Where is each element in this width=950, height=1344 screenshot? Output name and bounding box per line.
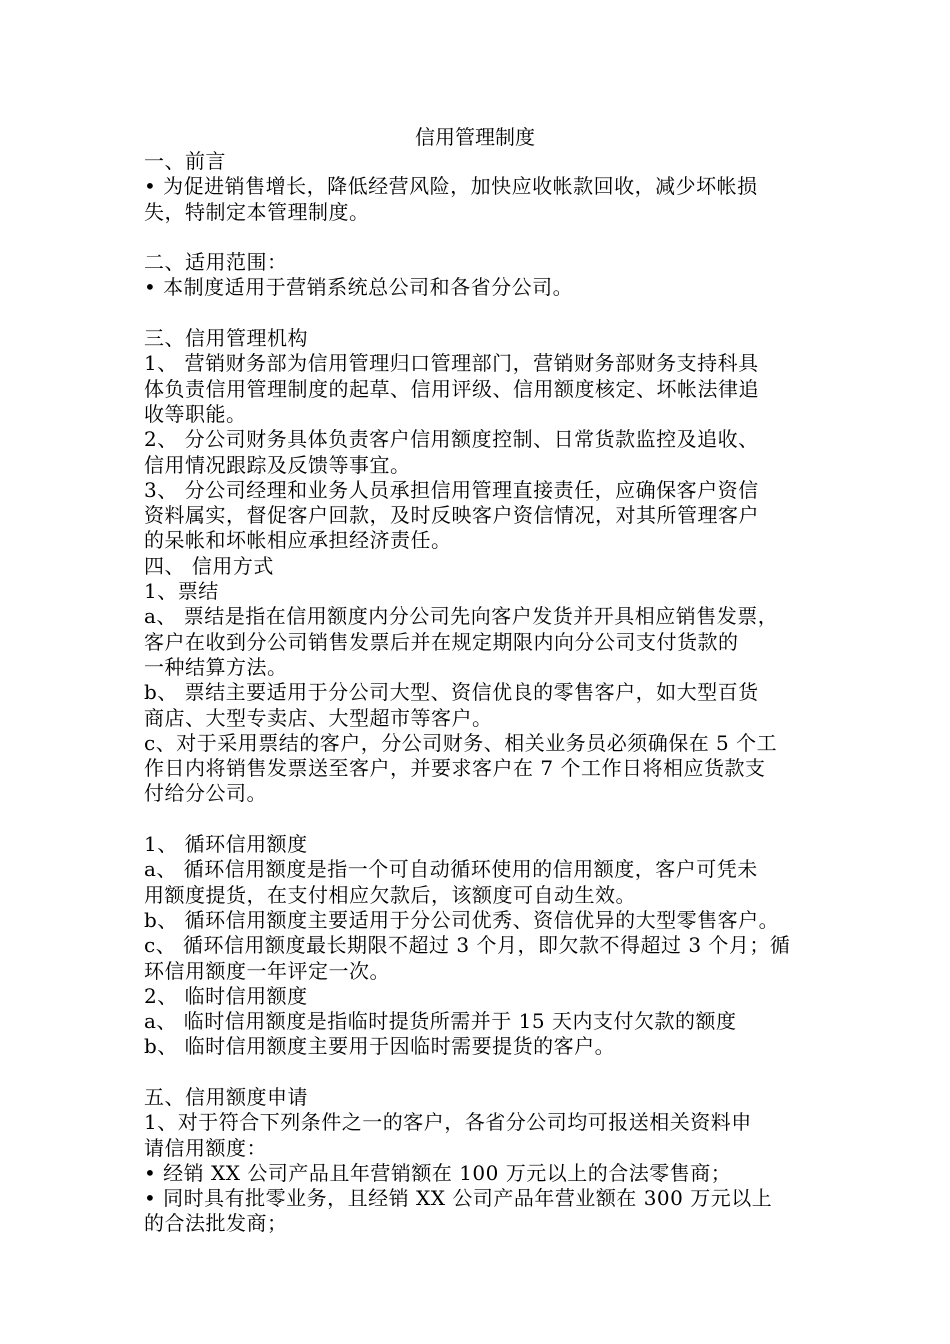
text-line: • 同时具有批零业务，且经销 XX 公司产品年营业额在 300 万元以上: [144, 1186, 773, 1211]
text-line: b、 票结主要适用于分公司大型、资信优良的零售客户，如大型百货: [144, 680, 759, 705]
text-line: 2、 临时信用额度: [144, 983, 308, 1008]
text-line: c、对于采用票结的客户，分公司财务、相关业务员必须确保在 5 个工: [144, 730, 778, 755]
blank-line: [144, 301, 824, 326]
text-line: 请信用额度：: [144, 1135, 267, 1160]
text-line: 的合法批发商；: [144, 1211, 288, 1236]
text-line: b、 临时信用额度主要用于因临时需要提货的客户。: [144, 1034, 616, 1059]
text-line: 的呆帐和坏帐相应承担经济责任。: [144, 528, 452, 553]
text-line: 资料属实，督促客户回款，及时反映客户资信情况，对其所管理客户: [144, 503, 759, 528]
text-line: a、 票结是指在信用额度内分公司先向客户发货并开具相应销售发票，: [144, 604, 779, 629]
text-line: 1、票结: [144, 579, 219, 604]
text-line: 1、 循环信用额度: [144, 832, 308, 857]
text-line: 体负责信用管理制度的起草、信用评级、信用额度核定、坏帐法律追: [144, 376, 759, 401]
blank-line: [144, 225, 824, 250]
text-line: b、 循环信用额度主要适用于分公司优秀、资信优异的大型零售客户。: [144, 907, 780, 932]
document-body: [144, 149, 824, 1237]
text-line: 四、 信用方式: [144, 553, 274, 578]
text-line: 二、适用范围：: [144, 250, 288, 275]
blank-line: [144, 807, 824, 832]
text-line: 2、 分公司财务具体负责客户信用额度控制、日常货款监控及追收、: [144, 427, 759, 452]
text-line: 作日内将销售发票送至客户，并要求客户在 7 个工作日将相应货款支: [144, 756, 766, 781]
text-line: c、 循环信用额度最长期限不超过 3 个月，即欠款不得超过 3 个月；循: [144, 933, 791, 958]
text-line: 收等职能。: [144, 401, 247, 426]
text-line: • 为促进销售增长，降低经营风险，加快应收帐款回收，减少坏帐损: [144, 174, 758, 199]
text-line: 三、信用管理机构: [144, 326, 308, 351]
text-line: 用额度提货，在支付相应欠款后，该额度可自动生效。: [144, 882, 636, 907]
text-line: 一种结算方法。: [144, 654, 288, 679]
text-line: 商店、大型专卖店、大型超市等客户。: [144, 705, 493, 730]
text-line: • 本制度适用于营销系统总公司和各省分公司。: [144, 275, 574, 300]
text-line: 五、信用额度申请: [144, 1084, 308, 1109]
text-line: 一、前言: [144, 149, 226, 173]
text-line: a、 临时信用额度是指临时提货所需并于 15 天内支付欠款的额度: [144, 1009, 737, 1034]
text-line: 1、 营销财务部为信用管理归口管理部门，营销财务部财务支持科具: [144, 351, 759, 376]
text-line: a、 循环信用额度是指一个可自动循环使用的信用额度，客户可凭未: [144, 857, 758, 882]
text-line: 3、 分公司经理和业务人员承担信用管理直接责任，应确保客户资信: [144, 477, 759, 502]
document-title: 信用管理制度: [415, 125, 535, 149]
blank-line: [144, 1060, 824, 1085]
text-line: 客户在收到分公司销售发票后并在规定期限内向分公司支付货款的: [144, 629, 739, 654]
text-line: • 经销 XX 公司产品且年营销额在 100 万元以上的合法零售商；: [144, 1160, 732, 1185]
text-line: 失，特制定本管理制度。: [144, 199, 370, 224]
text-line: 1、对于符合下列条件之一的客户，各省分公司均可报送相关资料申: [144, 1110, 752, 1135]
text-line: 环信用额度一年评定一次。: [144, 958, 390, 983]
text-line: 付给分公司。: [144, 781, 267, 806]
text-line: 信用情况跟踪及反馈等事宜。: [144, 452, 411, 477]
